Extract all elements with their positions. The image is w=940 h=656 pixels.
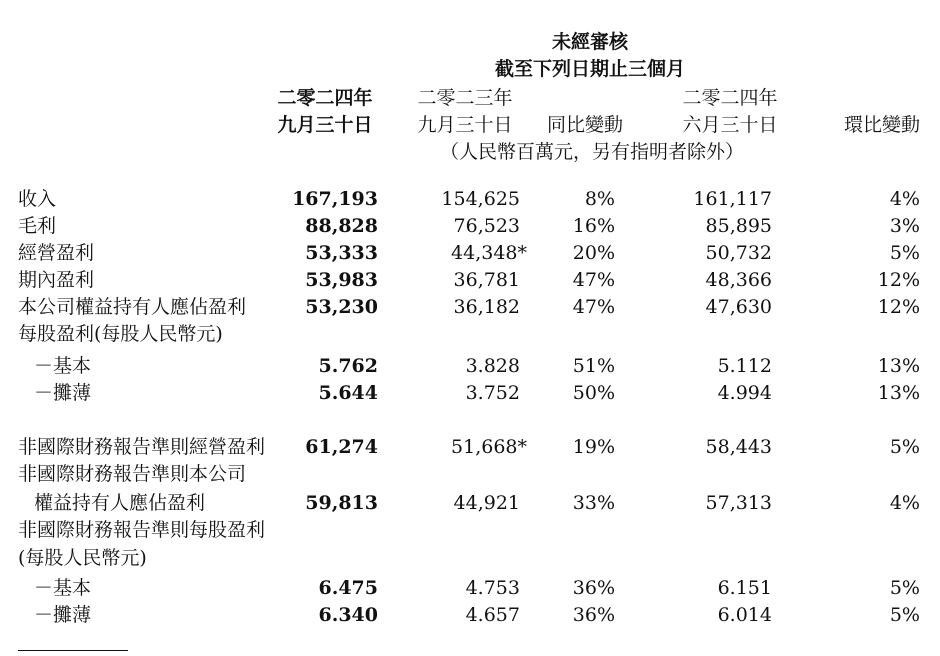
table-row <box>0 213 940 240</box>
row-label: －基本 <box>34 577 92 599</box>
yoy-change: 16% <box>572 215 615 237</box>
row-label: 非國際財務報告準則每股盈利 <box>18 519 266 541</box>
row-label: (每股人民幣元) <box>18 547 147 569</box>
period-heading: 截至下列日期止三個月 <box>494 58 685 80</box>
row-label: 收入 <box>18 188 57 210</box>
value-2024-06: 4.994 <box>717 382 772 404</box>
value-2023-09: 44,348* <box>451 242 527 264</box>
value-2024-09: 61,274 <box>305 436 378 458</box>
qoq-change: 12% <box>877 296 920 318</box>
row-label: 毛利 <box>18 215 57 237</box>
row-label: －攤薄 <box>34 604 92 626</box>
table-row <box>0 240 940 267</box>
qoq-change: 13% <box>877 382 920 404</box>
value-2024-06: 161,117 <box>693 188 772 210</box>
yoy-change: 47% <box>572 269 615 291</box>
qoq-change: 12% <box>877 269 920 291</box>
value-2024-06: 48,366 <box>705 269 772 291</box>
qoq-change: 5% <box>889 604 920 626</box>
yoy-change: 20% <box>572 242 615 264</box>
value-2024-06: 85,895 <box>705 215 772 237</box>
value-2023-09: 44,921 <box>453 492 520 514</box>
table-row <box>0 461 940 488</box>
yoy-change: 47% <box>572 296 615 318</box>
footnote-divider <box>18 650 128 651</box>
value-2023-09: 36,182 <box>453 296 520 318</box>
col5-header: 環比變動 <box>843 114 920 136</box>
yoy-change: 36% <box>572 604 615 626</box>
row-label: 經營盈利 <box>18 242 95 264</box>
yoy-change: 36% <box>572 577 615 599</box>
row-label: 非國際財務報告準則本公司 <box>18 463 247 485</box>
yoy-change: 50% <box>572 382 615 404</box>
col1-header-year: 二零二四年 <box>277 87 373 109</box>
value-2023-09: 76,523 <box>453 215 520 237</box>
qoq-change: 3% <box>889 215 920 237</box>
table-row <box>0 186 940 213</box>
value-2023-09: 154,625 <box>441 188 520 210</box>
table-row <box>0 490 940 517</box>
row-label: 每股盈利(每股人民幣元) <box>18 323 223 345</box>
row-label: 本公司權益持有人應佔盈利 <box>18 296 247 318</box>
value-2024-09: 167,193 <box>292 188 378 210</box>
qoq-change: 4% <box>889 188 920 210</box>
yoy-change: 8% <box>584 188 615 210</box>
row-label: －攤薄 <box>34 382 92 404</box>
yoy-change: 51% <box>572 355 615 377</box>
table-row <box>0 517 940 544</box>
value-2024-09: 53,983 <box>305 269 378 291</box>
table-row <box>0 380 940 407</box>
value-2024-06: 47,630 <box>705 296 772 318</box>
qoq-change: 5% <box>889 436 920 458</box>
value-2024-06: 58,443 <box>705 436 772 458</box>
value-2024-09: 6.340 <box>318 604 378 626</box>
value-2024-06: 6.151 <box>717 577 772 599</box>
row-label: 權益持有人應佔盈利 <box>34 492 206 514</box>
row-label: －基本 <box>34 355 92 377</box>
col4-header-year: 二零二四年 <box>682 87 778 109</box>
unaudited-heading: 未經審核 <box>551 31 628 53</box>
table-row <box>0 353 940 380</box>
value-2024-06: 5.112 <box>717 355 772 377</box>
table-row <box>0 602 940 629</box>
col2-header-date: 九月三十日 <box>417 114 513 136</box>
qoq-change: 5% <box>889 577 920 599</box>
value-2024-09: 5.762 <box>318 355 378 377</box>
value-2024-09: 53,230 <box>305 296 378 318</box>
table-row <box>0 321 940 348</box>
table-row <box>0 294 940 321</box>
col2-header-year: 二零二三年 <box>417 87 513 109</box>
value-2023-09: 36,781 <box>453 269 520 291</box>
value-2024-06: 57,313 <box>705 492 772 514</box>
value-2024-09: 59,813 <box>305 492 378 514</box>
yoy-change: 19% <box>572 436 615 458</box>
value-2024-06: 6.014 <box>717 604 772 626</box>
qoq-change: 5% <box>889 242 920 264</box>
value-2023-09: 3.752 <box>465 382 520 404</box>
value-2023-09: 4.657 <box>465 604 520 626</box>
value-2024-09: 6.475 <box>318 577 378 599</box>
col3-header: 同比變動 <box>546 114 623 136</box>
yoy-change: 33% <box>572 492 615 514</box>
row-label: 非國際財務報告準則經營盈利 <box>18 436 266 458</box>
value-2023-09: 51,668* <box>451 436 527 458</box>
row-label: 期內盈利 <box>18 269 95 291</box>
value-2024-09: 5.644 <box>318 382 378 404</box>
qoq-change: 13% <box>877 355 920 377</box>
col4-header-date: 六月三十日 <box>682 114 778 136</box>
value-2024-09: 53,333 <box>305 242 378 264</box>
table-row <box>0 545 940 572</box>
qoq-change: 4% <box>889 492 920 514</box>
value-2024-09: 88,828 <box>305 215 378 237</box>
value-2023-09: 3.828 <box>465 355 520 377</box>
value-2024-06: 50,732 <box>705 242 772 264</box>
value-2023-09: 4.753 <box>465 577 520 599</box>
col1-header-date: 九月三十日 <box>277 114 373 136</box>
unit-note: （人民幣百萬元，另有指明者除外） <box>440 141 745 163</box>
table-row <box>0 434 940 461</box>
table-row <box>0 267 940 294</box>
table-row <box>0 575 940 602</box>
